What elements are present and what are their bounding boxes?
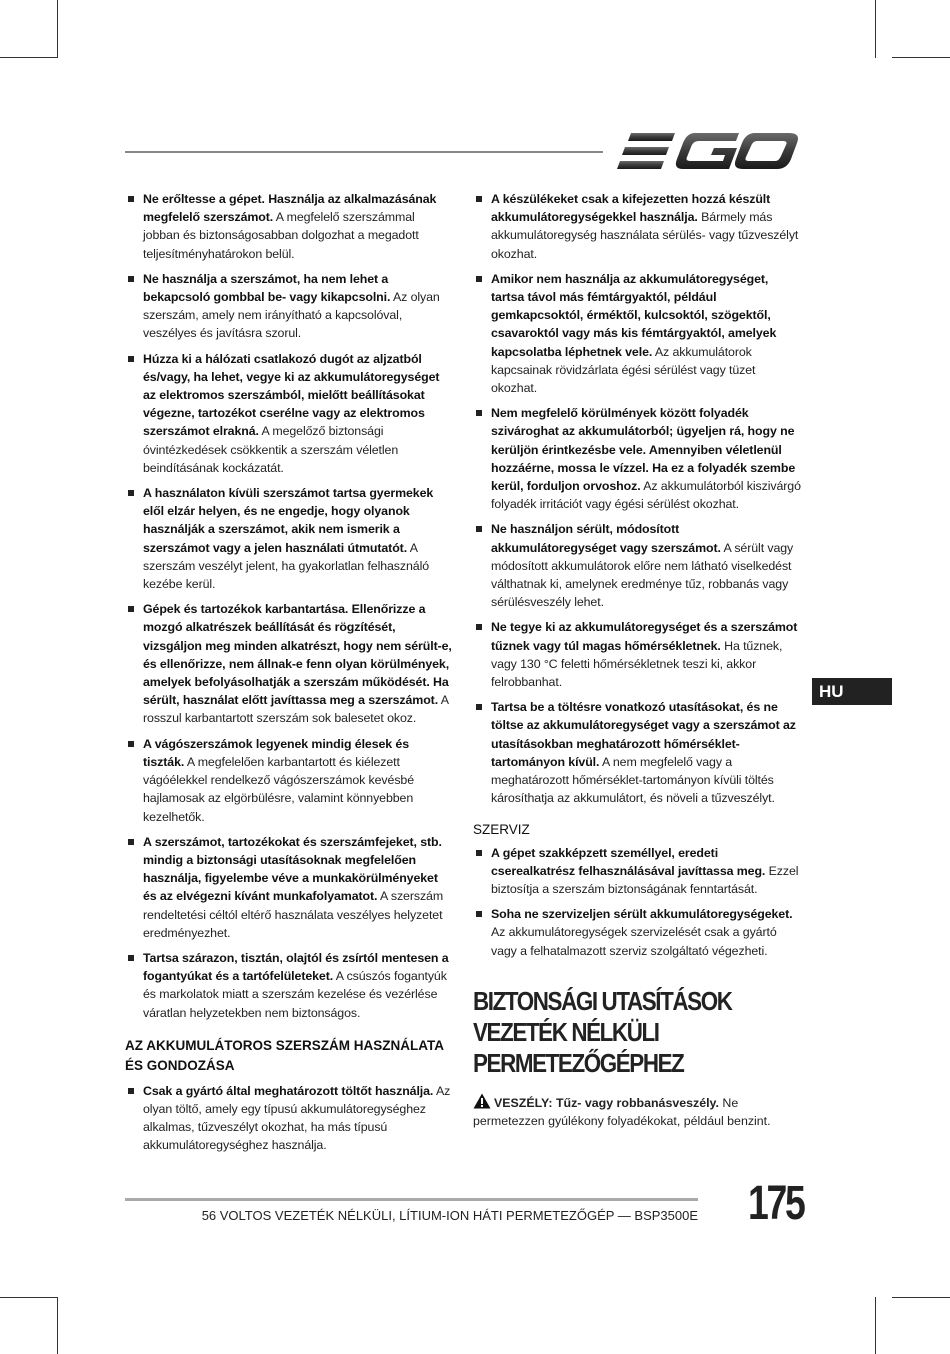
- list-item: Ne használja a szerszámot, ha nem lehet a bekapcsoló gombbal be- vagy kikapcsolni. Az olyan szerszám, amely nem irányítható a kapcsolóval, veszélyes és javításra szorul.: [125, 270, 453, 343]
- list-item: A gépet szakképzett személlyel, eredeti cserealkatrész felhasználásával javíttassa meg. Ezzel biztosítja a szerszám biztonságának fenntartását.: [473, 844, 803, 899]
- crop-mark: [0, 57, 58, 58]
- bullet-square-icon: [128, 606, 134, 612]
- section-heading-battery: AZ AKKUMULÁTOROS SZERSZÁM HASZNÁLATA ÉS GONDOZÁSA: [125, 1037, 444, 1073]
- list-item: A vágószerszámok legyenek mindig élesek és tiszták. A megfelelően karbantartott és kiélezett vágóélekkel rendelkező vágószerszámok kevésbé hajlamosak az elgörbülésre, valamint könnyebben kezelhetők.: [125, 735, 453, 826]
- list-item: Amikor nem használja az akkumulátoregységet, tartsa távol más fémtárgyaktól, például gemkapcsoktól, érméktől, kulcsoktól, szögektől, csavaroktól vagy más kis fémtárgyaktól, amelyek kapcsolatba léphetnek vele. Az akkumulátorok kapcsainak rövidzárlata égési sérülést vagy tüzet okozhat.: [473, 270, 803, 397]
- crop-mark: [0, 1297, 58, 1298]
- bullet-square-icon: [476, 704, 482, 710]
- footer-rule: [125, 1198, 698, 1201]
- footer-text: 56 VOLTOS VEZETÉK NÉLKÜLI, LÍTIUM-ION HÁTI PERMETEZŐGÉP — BSP3500E: [201, 1208, 698, 1223]
- list-item: Ne erőltesse a gépet. Használja az alkalmazásának megfelelő szerszámot. A megfelelő szerszámmal jobban és biztonságosabban dolgozhat a megadott teljesítményhatárokon belül.: [125, 190, 453, 263]
- section-title: BIZTONSÁGI UTASÍTÁSOK VEZETÉK NÉLKÜLI PERMETEZŐGÉPHEZ: [473, 985, 732, 1078]
- section-heading-service: SZERVIZ: [473, 821, 530, 837]
- warning-notice: VESZÉLY: Tűz- vagy robbanásveszély. Ne permetezzen gyúlékony folyadékokat, például benzint.: [473, 1093, 803, 1130]
- list-item: Csak a gyártó által meghatározott töltőt használja. Az olyan töltő, amely egy típusú akkumulátoregységhez alkalmas, tűzveszélyt okozhat, ha más típusú akkumulátoregységhez használja.: [125, 1082, 453, 1155]
- bullet-square-icon: [128, 839, 134, 845]
- crop-mark: [57, 1297, 58, 1354]
- list-item: A szerszámot, tartozékokat és szerszámfejeket, stb. mindig a biztonsági utasításoknak megfelelően használja, figyelembe véve a munkakörülményeket és az elvégezni kívánt munkafolyamatot. A szerszám rendeltetési céltól eltérő használata veszélyes helyzetet eredményezhet.: [125, 833, 453, 942]
- crop-mark: [875, 0, 876, 58]
- crop-mark: [875, 1297, 876, 1354]
- bullet-square-icon: [476, 624, 482, 630]
- header-rule: [125, 151, 603, 153]
- page-number: 175: [748, 1177, 804, 1230]
- list-item: Tartsa be a töltésre vonatkozó utasításokat, és ne töltse az akkumulátoregységet vagy a szerszámot az utasításokban meghatározott hőmérséklet-tartományon kívül. A nem megfelelő vagy a meghatározott hőmérséklet-tartományon kívüli töltés károsíthatja az akkumulátort, és növeli a tűzveszélyt.: [473, 698, 803, 807]
- bullet-square-icon: [128, 490, 134, 496]
- list-item: A használaton kívüli szerszámot tartsa gyermekek elől elzár helyen, és ne engedje, hogy olyanok használják a szerszámot, akik nem ismerik a szerszámot vagy a jelen használati útmutatót. A szerszám veszélyt jelent, ha gyakorlatlan felhasználó kezébe kerül.: [125, 484, 453, 593]
- right-column: [473, 190, 803, 1130]
- bullet-square-icon: [128, 955, 134, 961]
- ego-logo: [617, 131, 799, 171]
- bullet-square-icon: [128, 741, 134, 747]
- list-item: Húzza ki a hálózati csatlakozó dugót az aljzatból és/vagy, ha lehet, vegye ki az akkumulátoregységet az elektromos szerszámból, mielőtt beállításokat végezne, tartozékot cserélne vagy az elektromos szerszámot elrakná. A megelőző biztonsági óvintézkedések csökkentik a szerszám véletlen beindításának kockázatát.: [125, 350, 453, 477]
- bullet-square-icon: [476, 911, 482, 917]
- list-item: Gépek és tartozékok karbantartása. Ellenőrizze a mozgó alkatrészek beállítását és rögzítését, vizsgáljon meg minden alkatrészt, hogy nem sérült-e, és ellenőrizze, nem állnak-e fenn olyan körülmények, amelyek befolyásolhatják a szerszám működését. Ha sérült, használat előtt javíttassa meg a szerszámot. A rosszul karbantartott szerszám sok balesetet okoz.: [125, 600, 453, 727]
- list-item: A készülékeket csak a kifejezetten hozzá készült akkumulátoregységekkel használja. Bármely más akkumulátoregység használata sérülés- vagy tűzveszélyt okozhat.: [473, 190, 803, 263]
- bullet-square-icon: [476, 276, 482, 282]
- crop-mark: [892, 1297, 950, 1298]
- bullet-square-icon: [128, 196, 134, 202]
- warning-triangle-icon: [473, 1093, 491, 1109]
- list-item: Tartsa szárazon, tisztán, olajtól és zsírtól mentesen a fogantyúkat és a tartófelületeket. A csúszós fogantyúk és markolatok miatt a szerszám kezelése és vezérlése váratlan helyzetekben nem biztonságos.: [125, 949, 453, 1022]
- warning-label: VESZÉLY:: [494, 1095, 553, 1110]
- list-item: Soha ne szervizeljen sérült akkumulátoregységeket. Az akkumulátoregységek szervizelését csak a gyártó vagy a felhatalmazott szerviz szolgáltató végezheti.: [473, 905, 803, 960]
- list-item: Ne használjon sérült, módosított akkumulátoregységet vagy szerszámot. A sérült vagy módosított akkumulátorok előre nem látható viselkedést válthatnak ki, amelynek eredménye tűz, robbanás vagy sérülésveszély lehet.: [473, 520, 803, 611]
- crop-mark: [57, 0, 58, 58]
- bullet-square-icon: [476, 850, 482, 856]
- bullet-square-icon: [476, 526, 482, 532]
- bullet-square-icon: [128, 1088, 134, 1094]
- list-item: Nem megfelelő körülmények között folyadék szivároghat az akkumulátorból; ügyeljen rá, hogy ne kerüljön érintkezésbe vele. Amennyiben véletlenül hozzáérne, mossa le vízzel. Ha ez a folyadék szembe kerül, forduljon orvoshoz. Az akkumulátorból kiszivárgó folyadék irritációt vagy égési sérülést okozhat.: [473, 404, 803, 513]
- language-tab: HU: [812, 678, 892, 705]
- bullet-square-icon: [128, 276, 134, 282]
- bullet-square-icon: [476, 410, 482, 416]
- crop-mark: [892, 57, 950, 58]
- left-column: [125, 190, 453, 1162]
- bullet-square-icon: [128, 356, 134, 362]
- list-item: Ne tegye ki az akkumulátoregységet és a szerszámot tűznek vagy túl magas hőmérsékletnek. Ha tűznek, vagy 130 °C feletti hőmérsékletnek teszi ki, akkor felrobbanhat.: [473, 618, 803, 691]
- bullet-square-icon: [476, 196, 482, 202]
